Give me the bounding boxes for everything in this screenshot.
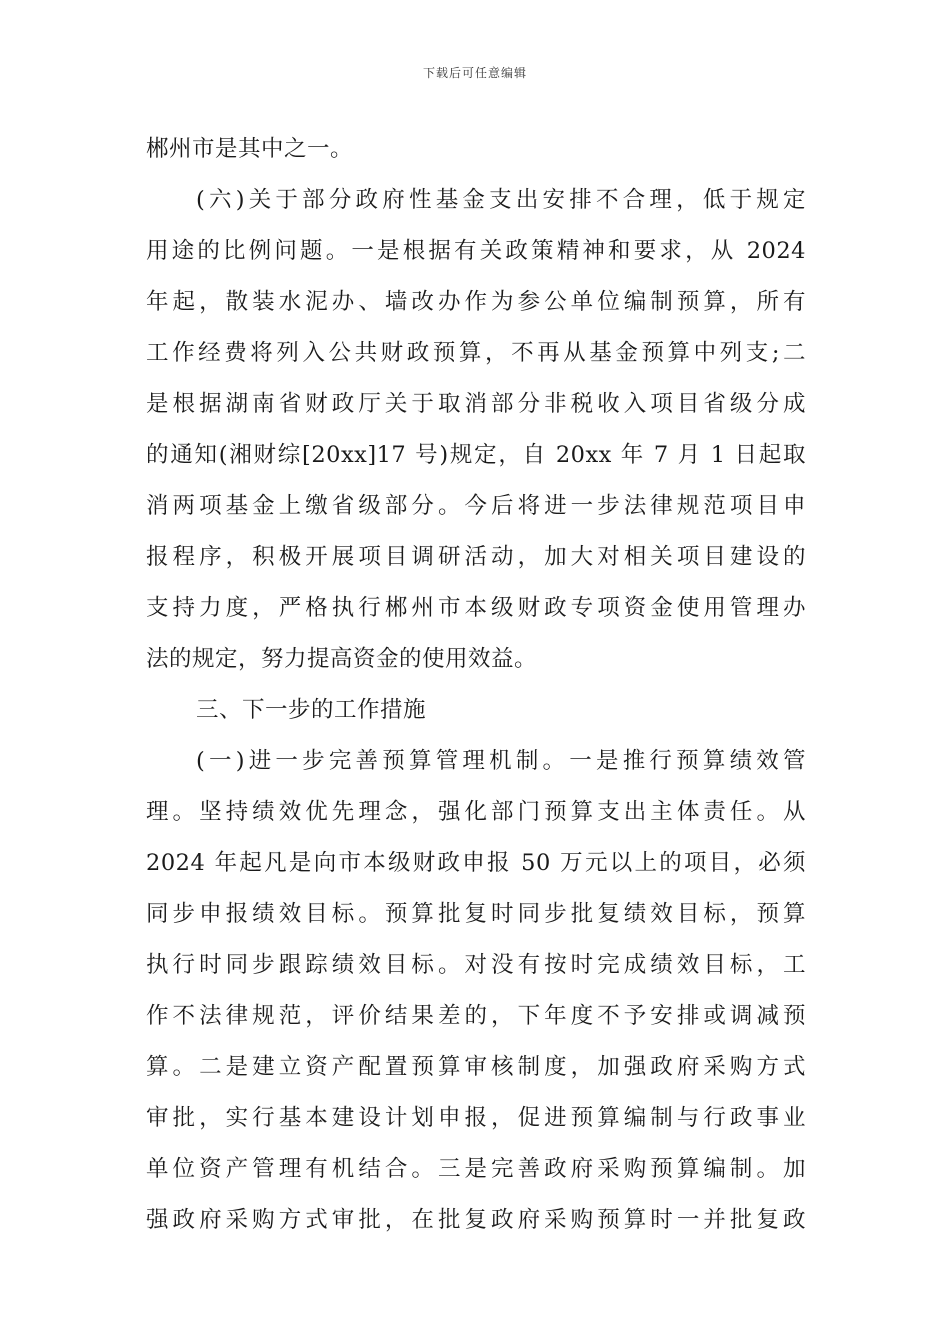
- text-line: 同步申报绩效目标。预算批复时同步批复绩效目标，预算: [146, 901, 806, 927]
- text-line: 用途的比例问题。一是根据有关政策精神和要求，从 2024: [146, 238, 806, 264]
- document-body: [146, 124, 806, 1246]
- text-line: 报程序，积极开展项目调研活动，加大对相关项目建设的: [146, 544, 806, 570]
- text-line: 是根据湖南省财政厅关于取消部分非税收入项目省级分成: [146, 391, 806, 417]
- text-line: 算。二是建立资产配置预算审核制度，加强政府采购方式: [146, 1054, 806, 1080]
- text-line: 执行时同步跟踪绩效目标。对没有按时完成绩效目标，工: [146, 952, 806, 978]
- text-line: 2024 年起凡是向市本级财政申报 50 万元以上的项目，必须: [146, 850, 806, 876]
- text-line: 年起，散装水泥办、墙改办作为参公单位编制预算，所有: [146, 289, 806, 315]
- text-line: 作不法律规范，评价结果差的，下年度不予安排或调减预: [146, 1003, 806, 1029]
- page-header-note: 下载后可任意编辑: [422, 66, 527, 80]
- text-line: 工作经费将列入公共财政预算，不再从基金预算中列支;二: [146, 340, 806, 366]
- text-line: 理。坚持绩效优先理念，强化部门预算支出主体责任。从: [146, 799, 806, 825]
- text-line: 的通知(湘财综[20xx]17 号)规定，自 20xx 年 7 月 1 日起取: [146, 442, 806, 468]
- text-line: 强政府采购方式审批，在批复政府采购预算时一并批复政: [146, 1207, 806, 1233]
- text-line: 消两项基金上缴省级部分。今后将进一步法律规范项目申: [146, 493, 806, 519]
- text-line: (一)进一步完善预算管理机制。一是推行预算绩效管: [196, 748, 806, 774]
- text-line: (六)关于部分政府性基金支出安排不合理，低于规定: [196, 187, 806, 213]
- text-line: 审批，实行基本建设计划申报，促进预算编制与行政事业: [146, 1105, 806, 1131]
- text-line: 单位资产管理有机结合。三是完善政府采购预算编制。加: [146, 1156, 806, 1182]
- text-line: 支持力度，严格执行郴州市本级财政专项资金使用管理办: [146, 595, 806, 621]
- text-line: 三、下一步的工作措施: [196, 697, 427, 723]
- text-line: 郴州市是其中之一。: [146, 136, 354, 162]
- text-line: 法的规定，努力提高资金的使用效益。: [146, 646, 538, 672]
